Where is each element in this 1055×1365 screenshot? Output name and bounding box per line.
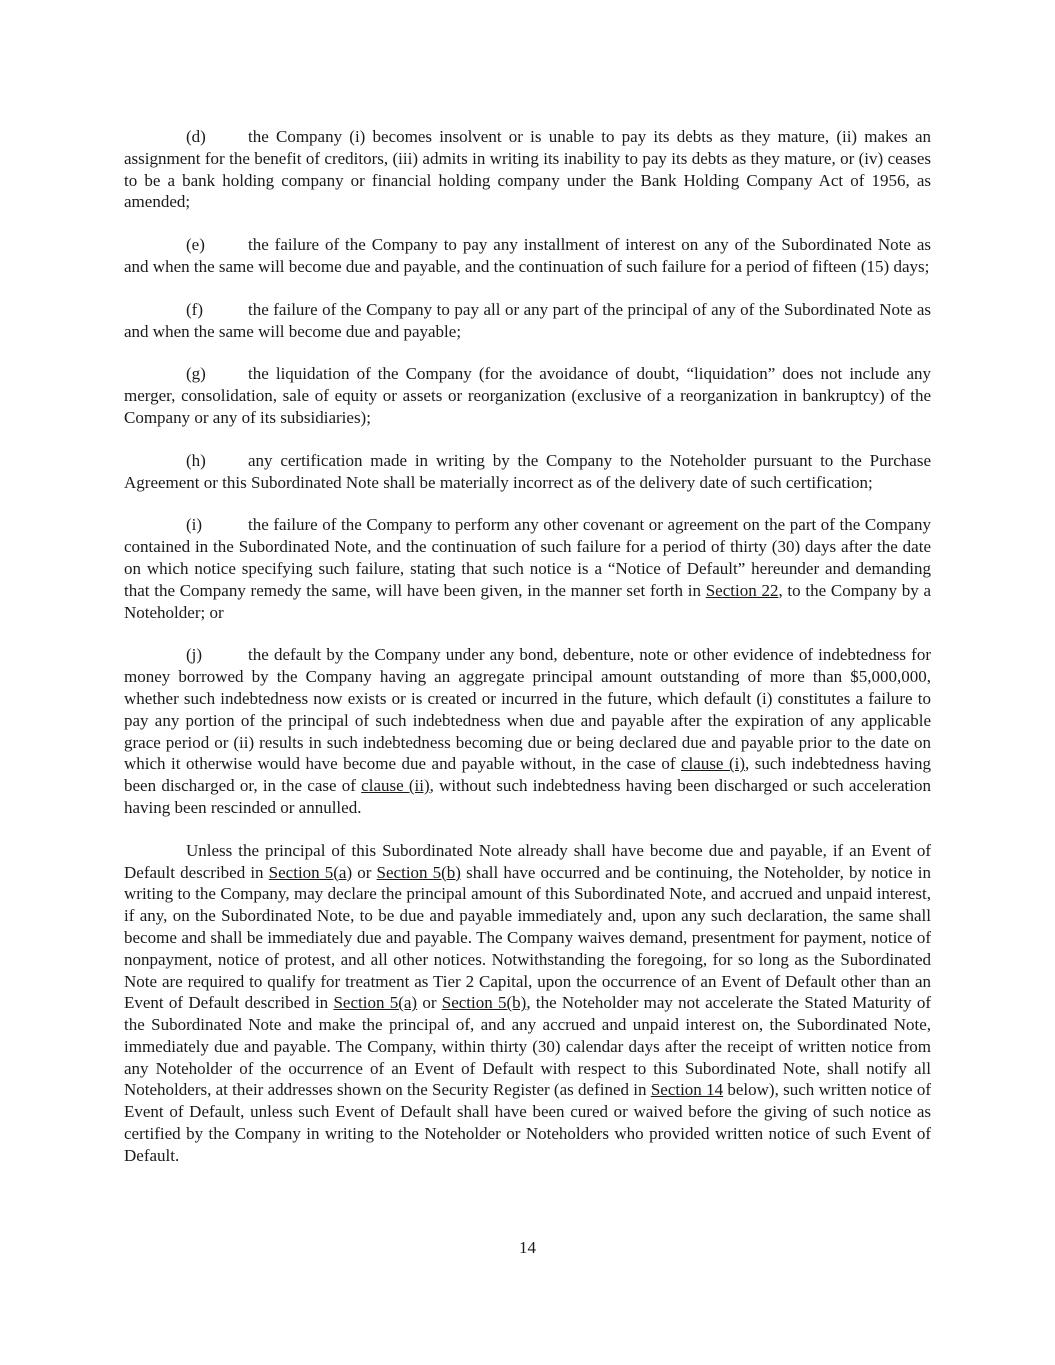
clause-j — [124, 644, 931, 818]
section-14-reference: Section 14 — [650, 1080, 724, 1100]
clause-ii-reference: clause (ii) — [361, 776, 430, 796]
paragraph-text: , the Noteholder may not accelerate the Stated Maturity of the Subordinated Note and make the principal of, and any accrued and unpaid interest on, the Subordinated Note, immediately due and payable. The Company, within thirty (30) calendar days after the receipt of written notice from any Noteholder of the occurrence of an Event of Default with respect to this Subordinated Note, shall notify all Noteholders, at their addresses shown on the Security Register (as defined in — [124, 993, 931, 1100]
clause-text: the Company (i) becomes insolvent or is unable to pay its debts as they mature, (ii) makes an assignment for the benefit of creditors, (iii) admits in writing its inability to pay its debts as they mature, or (iv) ceases to be a bank holding company or financial holding company under the Bank Holding Company Act of 1956, as amended; — [124, 127, 931, 212]
section-5a-reference: Section 5(a) — [333, 993, 418, 1013]
clause-text: the liquidation of the Company (for the avoidance of doubt, “liquidation” does not include any merger, consolidation, sale of equity or assets or reorganization (exclusive of a reorganization in bankruptcy) of the Company or any of its subsidiaries); — [124, 364, 931, 427]
clause-h — [124, 450, 931, 494]
clause-text: the default by the Company under any bond, debenture, note or other evidence of indebtedness for money borrowed by the Company having an aggregate principal amount outstanding of more than $5,000,000, whether such indebtedness now exists or is created or incurred in the future, which default (i) constitutes a failure to pay any portion of the principal of such indebtedness when due and payable after the expiration of any applicable grace period or (ii) results in such indebtedness becoming due or being declared due and payable prior to the date on which it otherwise would have become due and payable without, in the case of — [124, 645, 931, 774]
section-5b-reference: Section 5(b) — [376, 862, 461, 882]
clause-g — [124, 363, 931, 428]
clause-i-reference: clause (i) — [681, 754, 746, 774]
paragraph-text: or — [352, 862, 377, 882]
clause-text: the failure of the Company to pay all or any part of the principal of any of the Subordinated Note as and when the same will become due and payable; — [124, 299, 931, 341]
section-22-reference: Section 22 — [705, 580, 779, 600]
clause-label: (f) — [186, 299, 203, 319]
paragraph-text: shall have occurred and be continuing, the Noteholder, by notice in writing to the Company, may declare the principal amount of this Subordinated Note, and accrued and unpaid interest, if any, on the Subordinated Note, to be due and payable immediately and, upon any such declaration, the same shall become and shall be immediately due and payable. The Company waives demand, presentment for payment, notice of nonpayment, notice of protest, and all other notices. Notwithstanding the foregoing, for so long as the Subordinated Note are required to qualify for treatment as Tier 2 Capital, upon the occurrence of an Event of Default other than an Event of Default described in — [124, 862, 931, 1013]
clause-i — [124, 514, 931, 623]
clause-text: any certification made in writing by the Company to the Noteholder pursuant to the Purchase Agreement or this Subordinated Note shall be materially incorrect as of the delivery date of such certification; — [124, 450, 931, 492]
clause-label: (i) — [186, 515, 203, 535]
section-5b-reference: Section 5(b) — [441, 993, 527, 1013]
document-body — [124, 126, 931, 1188]
section-5a-reference: Section 5(a) — [268, 862, 353, 882]
clause-text: , such indebtedness having been discharged or, in the case of — [124, 754, 931, 796]
clause-f — [124, 299, 931, 343]
clause-text: the failure of the Company to perform any other covenant or agreement on the part of the Company contained in the Subordinated Note, and the continuation of such failure for a period of thirty (30) days after the date on which notice specifying such failure, stating that such notice is a “Notice of Default” hereunder and demanding that the Company remedy the same, will have been given, in the manner set forth in — [124, 515, 931, 600]
paragraph-text: Unless the principal of this Subordinated Note already shall have become due and payable, if an Event of Default described in — [124, 840, 931, 882]
clause-d — [124, 126, 931, 213]
clause-label: (h) — [186, 450, 206, 470]
clause-label: (d) — [186, 127, 206, 146]
clause-e — [124, 234, 931, 278]
paragraph-text: below), such written notice of Event of Default, unless such Event of Default shall have been cured or waived before the giving of such notice as certified by the Company in writing to the Noteholder or Noteholders who provided written notice of such Event of Default. — [124, 1080, 931, 1165]
page-number: 14 — [519, 1238, 536, 1257]
clause-label: (e) — [186, 235, 205, 255]
clause-text: , without such indebtedness having been discharged or such acceleration having been rescinded or annulled. — [124, 776, 932, 817]
clause-text: the failure of the Company to pay any installment of interest on any of the Subordinated Note as and when the same will become due and payable, and the continuation of such failure for a period of fifteen (15) days; — [124, 235, 931, 276]
clause-text: , to the Company by a Noteholder; or — [124, 580, 931, 622]
paragraph-text: or — [417, 993, 442, 1013]
clause-label: (j) — [186, 645, 203, 665]
closing-paragraph — [124, 840, 931, 1167]
clause-label: (g) — [186, 364, 206, 384]
